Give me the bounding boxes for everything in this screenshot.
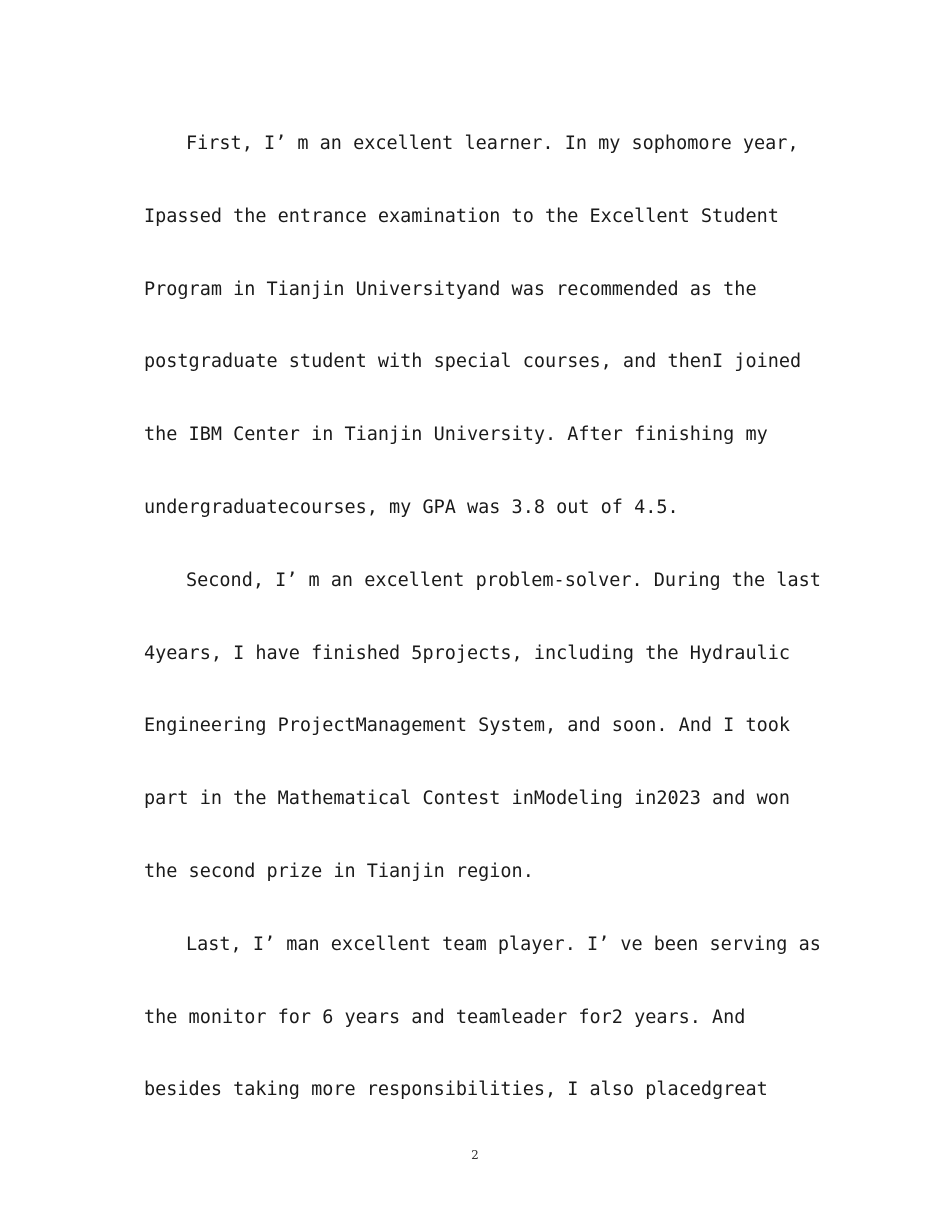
- text-line: postgraduate student with special courses, and thenI joined: [144, 351, 802, 373]
- text-line: Last, I’ man excellent team player. I’ ve been serving as: [186, 933, 821, 955]
- text-line: undergraduatecourses, my GPA was 3.8 out of 4.5.: [144, 496, 679, 518]
- paragraph-team-player: [144, 927, 824, 1145]
- text-line: Engineering ProjectManagement System, and soon. And I took: [144, 715, 791, 737]
- text-line: part in the Mathematical Contest inModeling in2023 and won: [144, 788, 791, 810]
- document-body: [144, 126, 824, 1145]
- text-line: besides taking more responsibilities, I also placedgreat: [144, 1079, 768, 1101]
- text-line: Ipassed the entrance examination to the Excellent Student: [144, 205, 779, 227]
- page-number: 2: [471, 1148, 479, 1162]
- paragraph-learner: [144, 126, 824, 563]
- paragraph-problem-solver: [144, 563, 824, 927]
- text-line: Second, I’ m an excellent problem-solver. During the last: [186, 569, 821, 591]
- text-line: the IBM Center in Tianjin University. After finishing my: [144, 424, 768, 446]
- text-line: First, I’ m an excellent learner. In my sophomore year,: [186, 133, 799, 154]
- text-line: the second prize in Tianjin region.: [144, 860, 534, 882]
- text-line: the monitor for 6 years and teamleader for2 years. And: [144, 1006, 746, 1028]
- text-line: 4years, I have finished 5projects, including the Hydraulic: [144, 642, 791, 664]
- text-line: Program in Tianjin Universityand was recommended as the: [144, 278, 757, 300]
